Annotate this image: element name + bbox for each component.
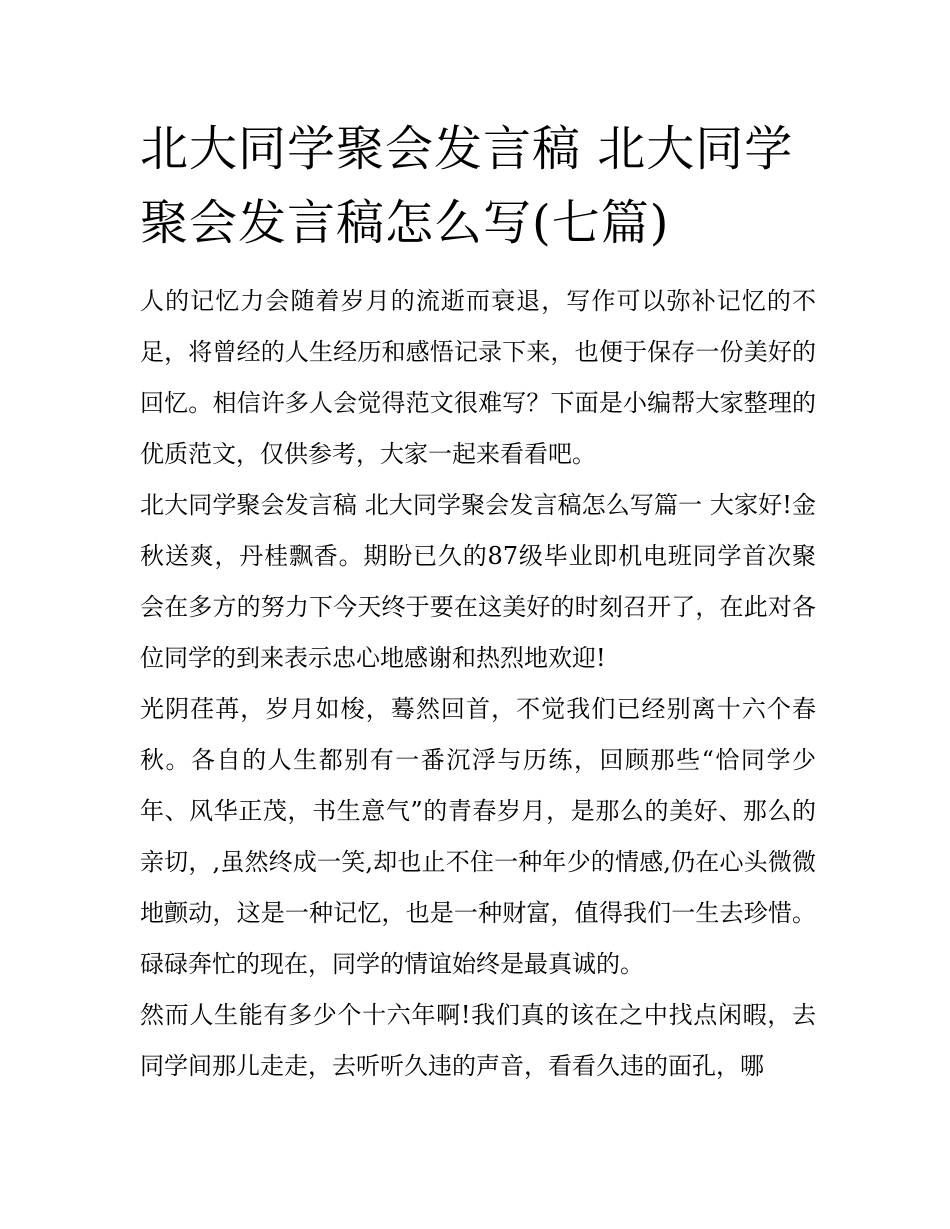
document-title: 北大同学聚会发言稿 北大同学聚会发言稿怎么写(七篇): [140, 121, 794, 251]
paragraph-reminiscence: 光阴荏苒，岁月如梭，蓦然回首，不觉我们已经别离十六个春秋。各自的人生都别有一番沉浮与历练，回顾那些“恰同学少年、风华正茂，书生意气”的青春岁月，是那么的美好、那么的亲切，,虽然终成一笑,却也止不住一种年少的情感,仍在心头微微地颤动，这是一种记忆，也是一种财富，值得我们一生去珍惜。碌碌奔忙的现在，同学的情谊始终是最真诚的。: [140, 695, 816, 978]
paragraph-reflection: 然而人生能有多少个十六年啊!我们真的该在之中找点闲暇，去同学间那儿走走，去听听久违的声音，看看久违的面孔，哪: [140, 1001, 816, 1080]
paragraph-intro: 人的记忆力会随着岁月的流逝而衰退，写作可以弥补记忆的不足，将曾经的人生经历和感悟记录下来，也便于保存一份美好的回忆。相信许多人会觉得范文很难写？下面是小编帮大家整理的优质范文，仅供参考，大家一起来看看吧。: [140, 287, 816, 468]
paragraph-greeting: 北大同学聚会发言稿 北大同学聚会发言稿怎么写篇一 大家好!金秋送爽，丹桂飘香。期盼已久的87级毕业即机电班同学首次聚会在多方的努力下今天终于要在这美好的时刻召开了，在此对各位同学的到来表示忠心地感谢和热烈地欢迎!: [140, 491, 816, 672]
document-body: [140, 276, 816, 1092]
